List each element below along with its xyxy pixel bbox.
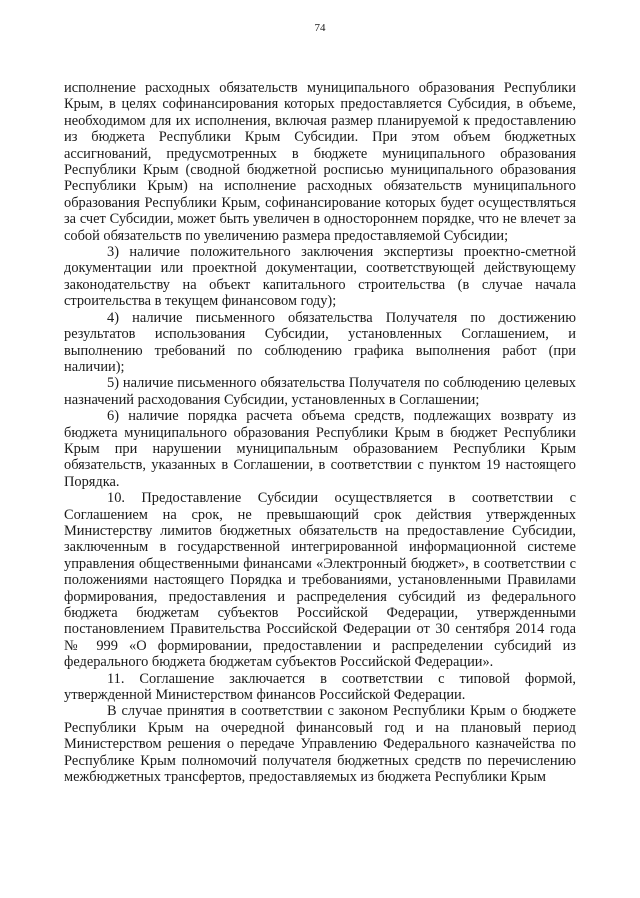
page-number: 74 (314, 22, 326, 34)
paragraph-item-5: 5) наличие письменного обязательства Получателя по соблюдению целевых назначений расходования Субсидии, установленных в Соглашении; (64, 375, 576, 408)
paragraph-treasury-transfer: В случае принятия в соответствии с законом Республики Крым о бюджете Республики Крым на очередной финансовый год и на плановый период Министерством решения о передаче Управлению Федерального казначейства по Республике Крым полномочий получателя бюджетных средств по перечислению межбюджетных трансфертов, предоставляемых из бюджета Республики Крым (64, 703, 576, 786)
paragraph-continuation: исполнение расходных обязательств муниципального образования Республики Крым, в целях софинансирования которых предоставляется Субсидия, в объеме, необходимом для их исполнения, включая размер планируемой к предоставлению из бюджета Республики Крым Субсидии. При этом объем бюджетных ассигнований, предусмотренных в бюджете муниципального образования Республики Крым (сводной бюджетной росписью муниципального образования Республики Крым) на исполнение расходных обязательств муниципального образования Республики Крым, софинансирование которых будет осуществляться за счет Субсидии, может быть увеличен в одностороннем порядке, что не влечет за собой обязательств по увеличению размера предоставляемой Субсидии; (64, 80, 576, 244)
paragraph-item-6: 6) наличие порядка расчета объема средств, подлежащих возврату из бюджета муниципального образования Республики Крым в бюджет Республики Крым при нарушении муниципальным образованием Республики Крым обязательств, указанных в Соглашении, в соответствии с пунктом 19 настоящего Порядка. (64, 408, 576, 490)
paragraph-section-11: 11. Соглашение заключается в соответствии с типовой формой, утвержденной Министерством финансов Российской Федерации. (64, 670, 576, 704)
paragraph-item-3: 3) наличие положительного заключения экспертизы проектно-сметной документации или проектной документации, соответствующей действующему законодательству на объект капитального строительства (в случае начала строительства в текущем финансовом году); (64, 244, 576, 310)
paragraph-section-10: 10. Предоставление Субсидии осуществляется в соответствии с Соглашением на срок, не превышающий срок действия утвержденных Министерству лимитов бюджетных обязательств на предоставление Субсидии, заключенным в государственной интегрированной информационной системе управления общественными финансами «Электронный бюджет», в соответствии с положениями настоящего Порядка и требованиями, установленными Правилами формирования, предоставления и распределения субсидий из федерального бюджета бюджетам субъектов Российской Федерации, утвержденными постановлением Правительства Российской Федерации от 30 сентября 2014 года № 999 «О формировании, предоставлении и распределении субсидий из федерального бюджета бюджетам субъектов Российской Федерации». (64, 490, 576, 671)
paragraph-item-4: 4) наличие письменного обязательства Получателя по достижению результатов использования Субсидии, установленных Соглашением, и выполнению требований по соблюдению графика выполнения работ (при наличии); (64, 309, 576, 375)
document-body (64, 80, 576, 785)
